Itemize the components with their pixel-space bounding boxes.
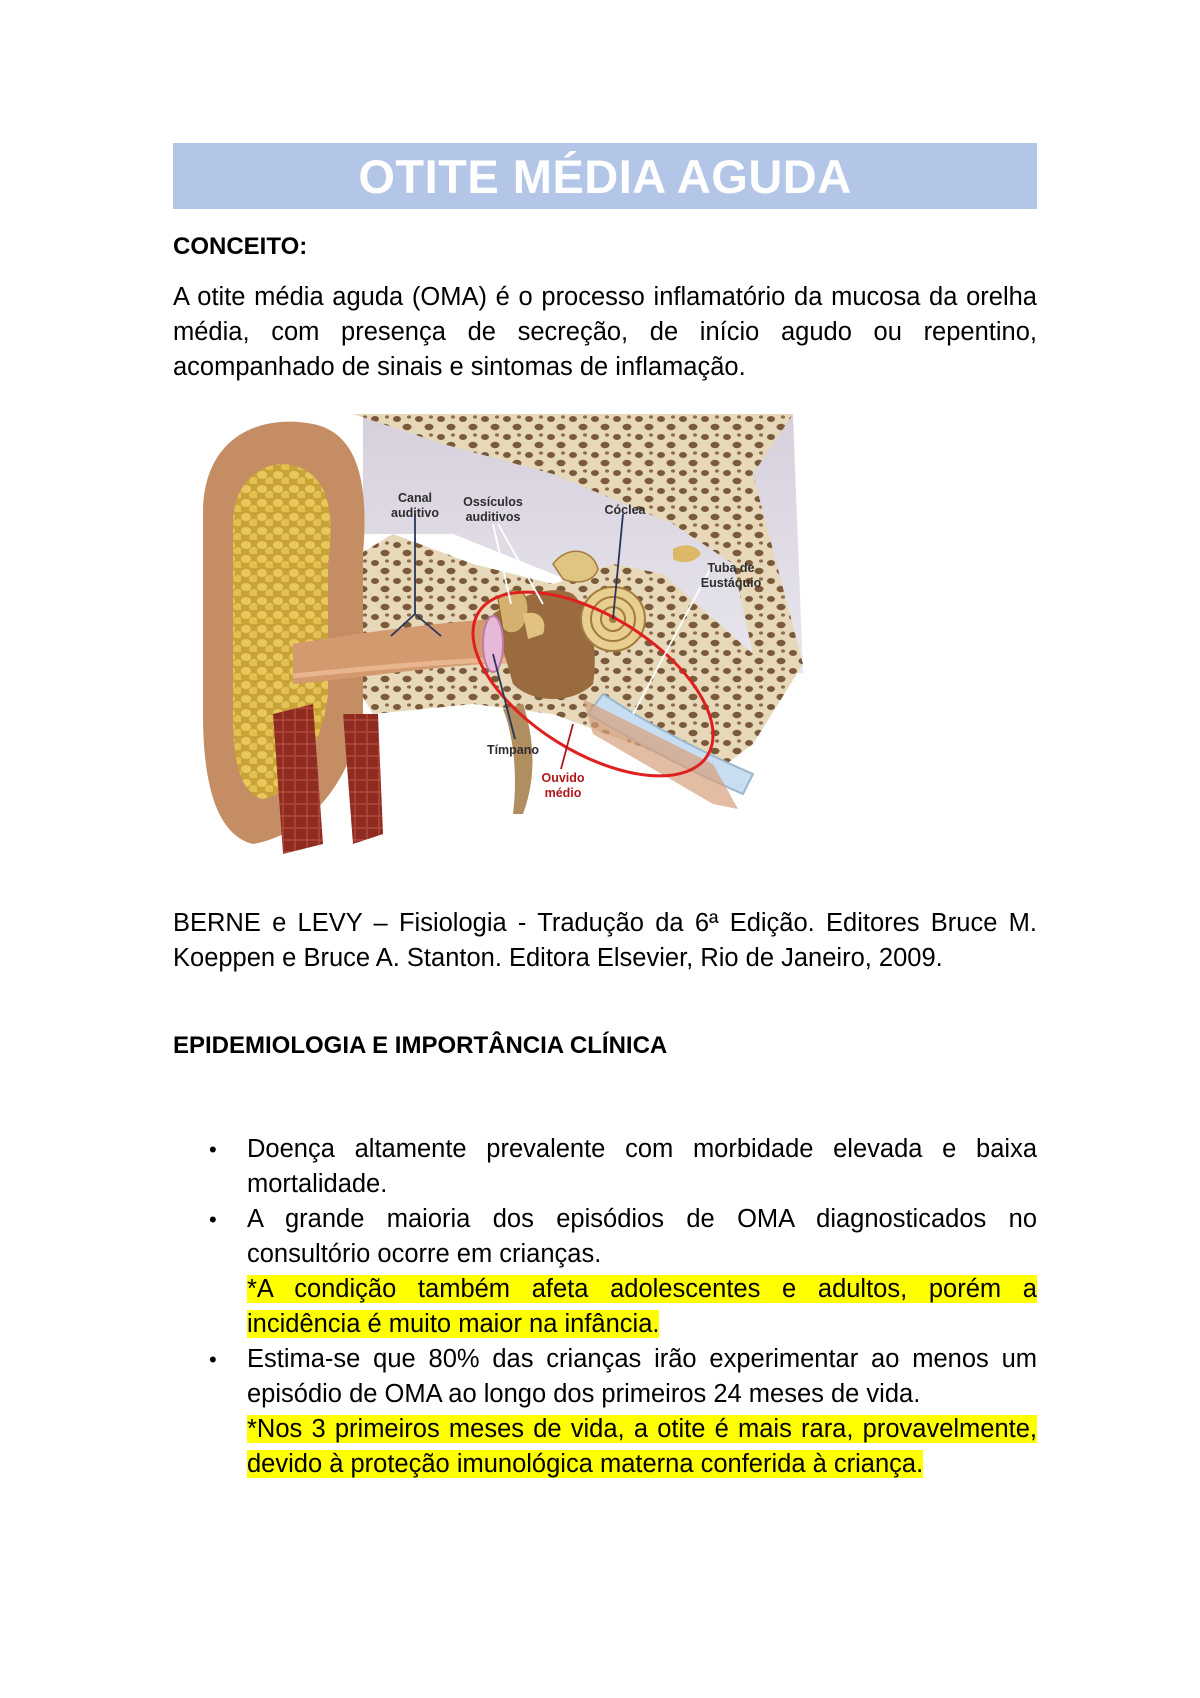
bullet-icon: • [209, 1137, 217, 1162]
title-banner [173, 143, 1037, 209]
bullet-icon: • [209, 1347, 217, 1372]
page-title: OTITE MÉDIA AGUDA [358, 149, 852, 203]
note-text: *Nos 3 primeiros meses de vida, a otite é mais rara, provavelmente, devido à proteção imunológica materna conferida à criança. [247, 1415, 1037, 1478]
label-eardrum: Tímpano [486, 743, 540, 757]
eardrum [483, 616, 503, 672]
label-canal-1: Canal [397, 491, 433, 505]
list-item [173, 1342, 1037, 1412]
concept-paragraph: A otite média aguda (OMA) é o processo inflamatório da mucosa da orelha média, com presença de secreção, de início agudo ou repentino, acompanhado de sinais e sintomas de inflamação. [173, 283, 1037, 381]
concept-heading: CONCEITO: [173, 233, 308, 260]
label-ossicles-2: auditivos [465, 510, 521, 524]
label-middle-ear-2: médio [544, 786, 582, 800]
bullet-icon: • [209, 1207, 217, 1232]
list-item-text: Doença altamente prevalente com morbidade elevada e baixa mortalidade. [247, 1135, 1037, 1198]
citation-paragraph: BERNE e LEVY – Fisiologia - Tradução da 6ª Edição. Editores Bruce M. Koeppen e Bruce A. Stanton. Editora Elsevier, Rio de Janeiro, 2009. [173, 909, 1037, 972]
list-item [173, 1132, 1037, 1202]
note-text: *A condição também afeta adolescentes e adultos, porém a incidência é muito maior na infância. [247, 1275, 1037, 1338]
label-ossicles-1: Ossículos [463, 495, 523, 509]
label-middle-ear-1: Ouvido [541, 771, 585, 785]
highlighted-note [173, 1412, 1037, 1482]
list-item [173, 1202, 1037, 1272]
label-tube-2: Eustáquio [700, 576, 762, 590]
ear-anatomy-figure [193, 414, 821, 880]
epidemiology-heading: EPIDEMIOLOGIA E IMPORTÂNCIA CLÍNICA [173, 1032, 668, 1059]
label-cochlea: Cóclea [604, 503, 646, 517]
label-tube-1: Tuba de [707, 561, 755, 575]
highlighted-note [173, 1272, 1037, 1342]
epidemiology-list [173, 1132, 1037, 1482]
label-canal-2: auditivo [391, 506, 439, 520]
list-item-text: A grande maioria dos episódios de OMA diagnosticados no consultório ocorre em crianças. [247, 1205, 1037, 1268]
list-item-text: Estima-se que 80% das crianças irão experimentar ao menos um episódio de OMA ao longo dos primeiros 24 meses de vida. [247, 1345, 1037, 1408]
